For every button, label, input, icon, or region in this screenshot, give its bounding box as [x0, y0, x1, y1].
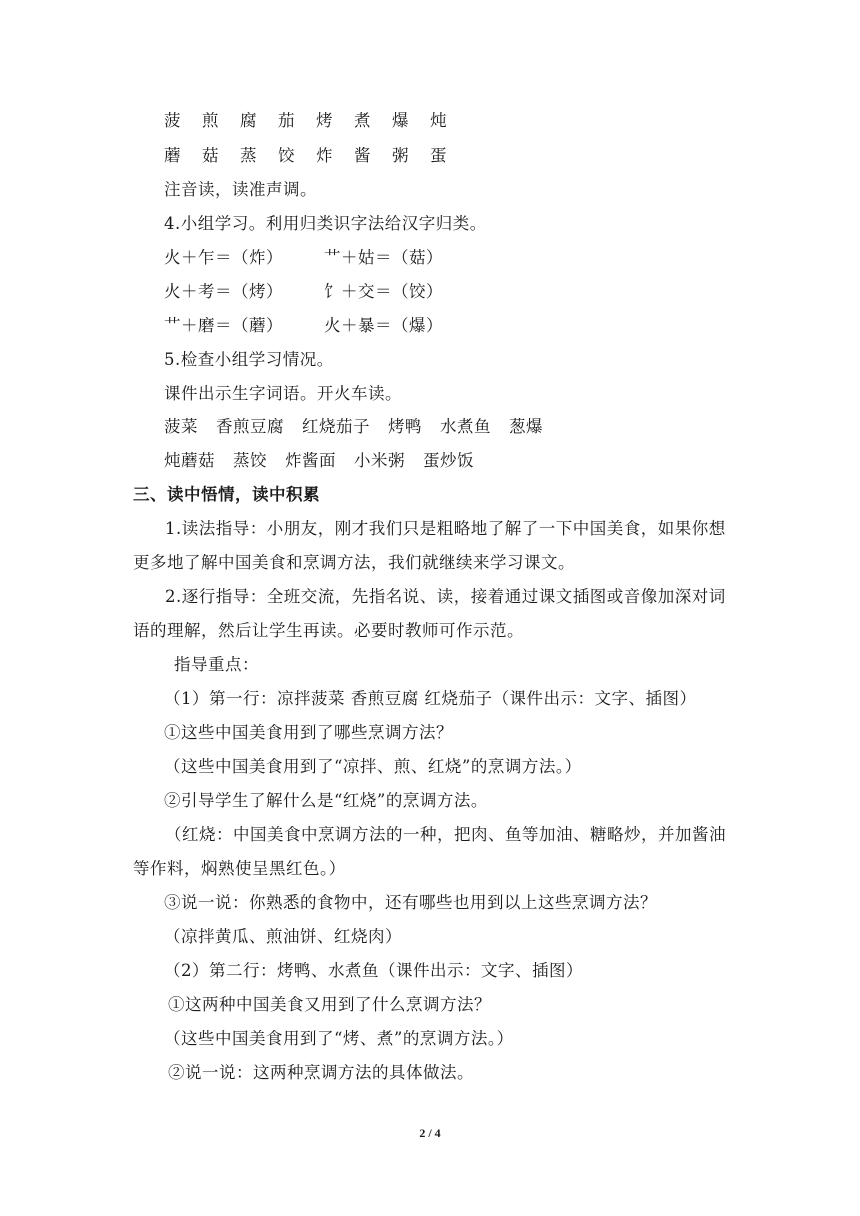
char: 茄: [278, 111, 295, 130]
char: 菇: [202, 146, 219, 165]
pair-row-2: [164, 281, 443, 303]
paragraph-1: 1.读法指导：小朋友，刚才我们只是粗略地了解了一下中国美食，如果你想更多地了解中国美食和烹调方法，我们就继续来学习课文。: [133, 519, 726, 572]
pair-row-3: [164, 315, 443, 337]
phrase: 葱爆: [509, 417, 543, 436]
phrase: 小米粥: [354, 451, 405, 470]
char-row-1: [164, 110, 468, 132]
char-row-2: [164, 145, 468, 167]
phrase: 烤鸭: [388, 417, 422, 436]
phrase: 炸酱面: [285, 451, 336, 470]
section-3-heading: 三、读中悟情，读中积累: [133, 485, 320, 504]
pair-left: 火＋考＝（烤）: [164, 282, 283, 301]
note-read: 注音读，读准声调。: [164, 180, 317, 199]
question-4: ①这两种中国美食又用到了什么烹调方法？: [168, 995, 491, 1014]
char: 煮: [354, 111, 371, 130]
char: 酱: [354, 146, 371, 165]
pair-right: 艹＋姑＝（菇）: [324, 248, 443, 267]
phrase: 菠菜: [164, 417, 198, 436]
pair-left: 火＋乍＝（炸）: [164, 248, 283, 267]
phrase: 香煎豆腐: [216, 417, 284, 436]
focus-label: 指导重点：: [174, 655, 259, 674]
phrase: 蒸饺: [233, 451, 267, 470]
phrase: 蛋炒饭: [423, 451, 474, 470]
paragraph-2: 2.逐行指导：全班交流，先指名说、读，接着通过课文插图或音像加深对词语的理解，然后让学生再读。必要时教师可作示范。: [133, 587, 726, 640]
char: 爆: [392, 111, 409, 130]
phrase: 炖蘑菇: [164, 451, 215, 470]
char: 饺: [278, 146, 295, 165]
pair-right: 饣＋交＝（饺）: [324, 282, 443, 301]
phrase-row-1: [164, 416, 561, 438]
answer-1: （这些中国美食用到了“凉拌、煎、红烧”的烹调方法。）: [164, 757, 582, 776]
pair-right: 火＋暴＝（爆）: [324, 316, 443, 335]
question-5: ②说一说：这两种烹调方法的具体做法。: [168, 1063, 474, 1082]
question-1: ①这些中国美食用到了哪些烹调方法？: [164, 723, 453, 742]
step-5: 5.检查小组学习情况。: [164, 350, 334, 369]
char: 腐: [240, 111, 257, 130]
question-3: ③说一说：你熟悉的食物中，还有哪些也用到以上这些烹调方法？: [164, 893, 657, 912]
char: 菠: [164, 111, 181, 130]
row-2-heading: （2）第二行：烤鸭、水煮鱼（课件出示：文字、插图）: [164, 961, 583, 980]
char: 烤: [316, 111, 333, 130]
char: 蒸: [240, 146, 257, 165]
char: 炸: [316, 146, 333, 165]
page-number: 2 / 4: [419, 1126, 441, 1140]
pair-row-1: [164, 247, 443, 269]
phrase-row-2: [164, 450, 492, 472]
answer-2: （红烧：中国美食中烹调方法的一种，把肉、鱼等加油、糖略炒，并加酱油等作料，焖熟使呈黑红色。）: [133, 825, 726, 878]
char: 炖: [430, 111, 447, 130]
phrase: 水煮鱼: [440, 417, 491, 436]
char: 煎: [202, 111, 219, 130]
courseware-note: 课件出示生字词语。开火车读。: [164, 384, 402, 403]
pair-left: 艹＋磨＝（蘑）: [164, 316, 283, 335]
answer-4: （这些中国美食用到了“烤、煮”的烹调方法。）: [164, 1029, 514, 1048]
char: 蘑: [164, 146, 181, 165]
char: 蛋: [430, 146, 447, 165]
question-2: ②引导学生了解什么是“红烧”的烹调方法。: [164, 791, 488, 810]
phrase: 红烧茄子: [302, 417, 370, 436]
char: 粥: [392, 146, 409, 165]
step-4: 4.小组学习。利用归类识字法给汉字归类。: [164, 214, 487, 233]
row-1-heading: （1）第一行：凉拌菠菜 香煎豆腐 红烧茄子（课件出示：文字、插图）: [164, 689, 697, 708]
answer-3: （凉拌黄瓜、煎油饼、红烧肉）: [164, 927, 402, 946]
